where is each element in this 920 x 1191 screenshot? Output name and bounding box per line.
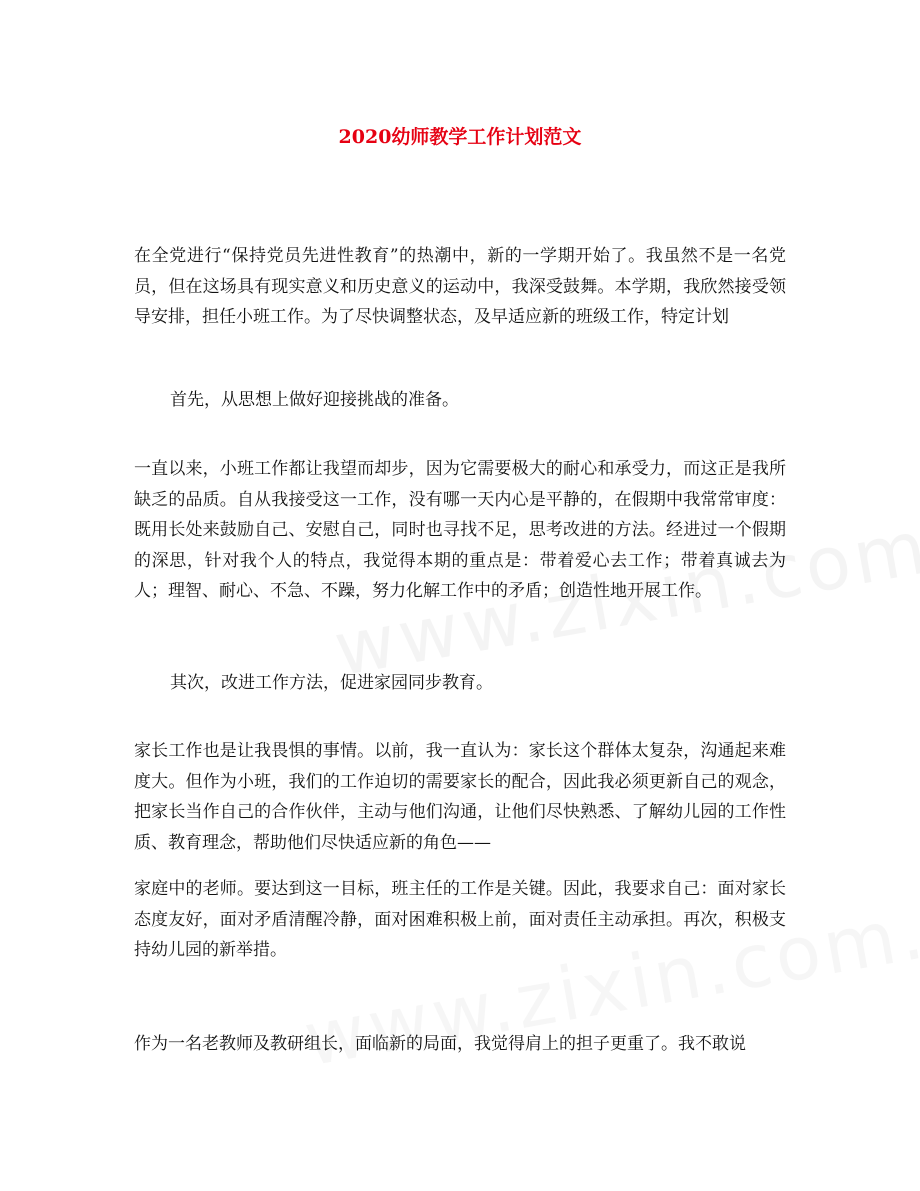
document-title: 2020幼师教学工作计划范文 (338, 126, 582, 148)
paragraph-parents: 家长工作也是让我畏惧的事情。以前，我一直认为：家长这个群体太复杂，沟通起来难度大。但作为小班，我们的工作迫切的需要家长的配合，因此我必须更新自己的观念，把家长当作自己的合作伙伴，主动与他们沟通，让他们尽快熟悉、了解幼儿园的工作性质、教育理念，帮助他们尽快适应新的角色—— (134, 741, 786, 853)
paragraph-intro: 在全党进行“保持党员先进性教育”的热潮中，新的一学期开始了。我虽然不是一名党员，但在这场具有现实意义和历史意义的运动中，我深受鼓舞。本学期，我欣然接受领导安排，担任小班工作。为了尽快调整状态，及早适应新的班级工作，特定计划 (134, 246, 786, 327)
paragraph-home-teacher: 家庭中的老师。要达到这一目标，班主任的工作是关键。因此，我要求自己：面对家长态度友好，面对矛盾清醒冷静，面对困难积极上前，面对责任主动承担。再次，积极支持幼儿园的新举措。 (134, 879, 786, 960)
section-heading-second: 其次，改进工作方法，促进家园同步教育。 (170, 673, 493, 693)
paragraph-mindset: 一直以来，小班工作都让我望而却步，因为它需要极大的耐心和承受力，而这正是我所缺乏的品质。自从我接受这一工作，没有哪一天内心是平静的，在假期中我常常审度：既用长处来鼓励自己、安慰自己，同时也寻找不足，思考改进的方法。经进过一个假期的深思，针对我个人的特点，我觉得本期的重点是：带着爱心去工作；带着真诚去为人；理智、耐心、不急、不躁，努力化解工作中的矛盾；创造性地开展工作。 (134, 459, 786, 601)
paragraph-teacher-role: 作为一名老教师及教研组长，面临新的局面，我觉得肩上的担子更重了。我不敢说 (134, 1034, 746, 1054)
section-heading-first: 首先，从思想上做好迎接挑战的准备。 (170, 390, 459, 410)
